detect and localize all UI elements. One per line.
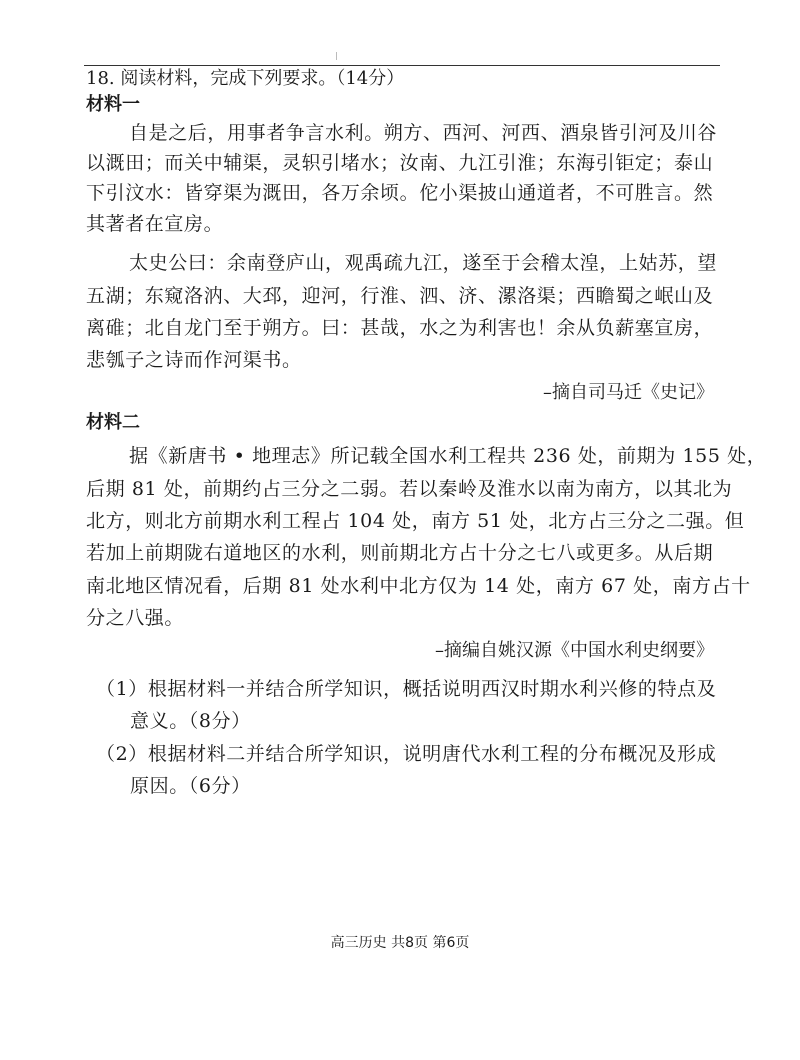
material1-line: 离碓；北自龙门至于朔方。曰：甚哉，水之为利害也！余从负薪塞宣房， bbox=[86, 317, 714, 339]
subquestion-1-cont: 意义。（8分） bbox=[130, 710, 251, 732]
material1-label: 材料一 bbox=[86, 94, 140, 115]
material1-line: 太史公曰：余南登庐山，观禹疏九江，遂至于会稽太湟，上姑苏，望 bbox=[129, 252, 718, 274]
material2-line: 据《新唐书 • 地理志》所记载全国水利工程共 236 处，前期为 155 处， bbox=[129, 445, 767, 467]
subquestion-2: （2）根据材料二并结合所学知识，说明唐代水利工程的分布概况及形成 bbox=[96, 743, 717, 765]
subquestion-1: （1）根据材料一并结合所学知识，概括说明西汉时期水利兴修的特点及 bbox=[96, 678, 717, 700]
fold-mark bbox=[336, 52, 337, 60]
material2-line: 分之八强。 bbox=[86, 607, 185, 629]
material2-source: –摘编自姚汉源《中国水利史纲要》 bbox=[435, 640, 714, 661]
page-footer: 高三历史 共8页 第6页 bbox=[330, 935, 470, 951]
material1-line: 以溉田；而关中辅渠，灵轵引堵水；汝南、九江引淮；东海引钜定；泰山 bbox=[86, 152, 714, 174]
subquestion-2-cont: 原因。（6分） bbox=[130, 775, 251, 797]
material1-line: 悲瓠子之诗而作河渠书。 bbox=[86, 349, 302, 371]
material2-line: 后期 81 处，前期约占三分之二弱。若以秦岭及淮水以南为南方，以其北为 bbox=[86, 478, 733, 500]
material2-line: 若加上前期陇右道地区的水利，则前期北方占十分之七八或更多。从后期 bbox=[86, 542, 714, 564]
material1-line: 其著者在宣房。 bbox=[86, 213, 224, 235]
material2-line: 南北地区情况看，后期 81 处水利中北方仅为 14 处，南方 67 处，南方占十 bbox=[86, 575, 751, 597]
material2-line: 北方，则北方前期水利工程占 104 处，南方 51 处，北方占三分之二强。但 bbox=[86, 510, 745, 532]
material1-line: 自是之后，用事者争言水利。朔方、西河、河西、酒泉皆引河及川谷 bbox=[129, 122, 718, 144]
material1-line: 五湖；东窥洛汭、大邳，迎河，行淮、泗、济、漯洛渠；西瞻蜀之岷山及 bbox=[86, 285, 714, 307]
material1-source: –摘自司马迁《史记》 bbox=[543, 382, 714, 403]
material1-line: 下引汶水：皆穿渠为溉田，各万余顷。佗小渠披山通道者，不可胜言。然 bbox=[86, 182, 714, 204]
question-header: 18. 阅读材料，完成下列要求。（14分） bbox=[86, 68, 405, 89]
material2-label: 材料二 bbox=[86, 412, 140, 433]
